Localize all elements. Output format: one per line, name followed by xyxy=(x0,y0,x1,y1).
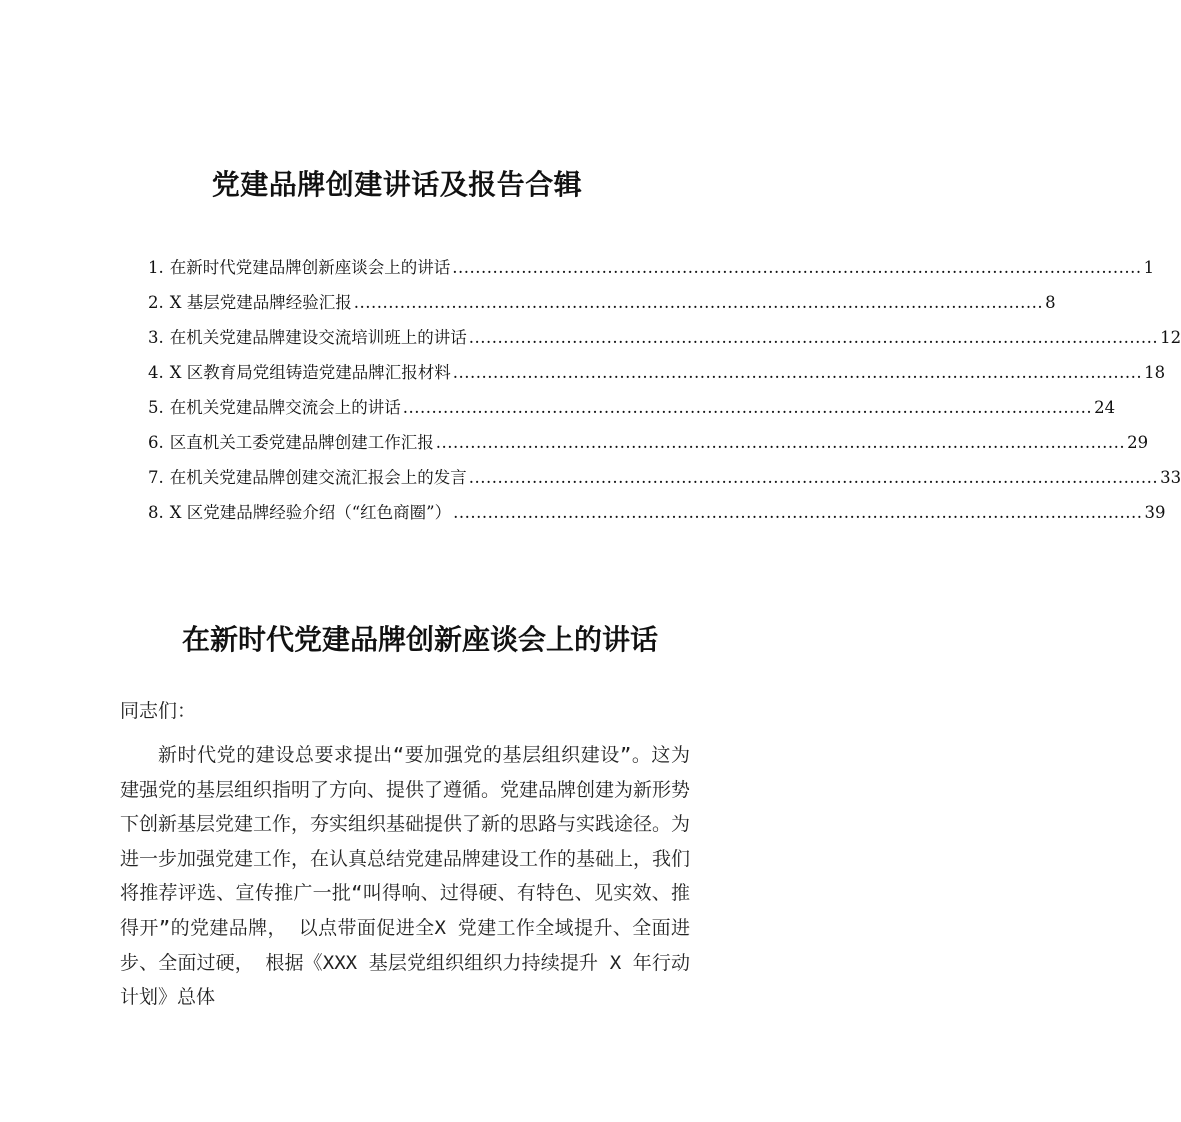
toc-entry[interactable] xyxy=(148,429,1149,464)
toc-entry-label: X 基层党建品牌经验汇报 xyxy=(169,293,352,312)
toc-entry-number: 2. xyxy=(148,293,164,312)
toc-entry-label: X 区教育局党组铸造党建品牌汇报材料 xyxy=(169,363,451,382)
toc-leader-dots: ........................................................................................................................ xyxy=(468,468,1159,487)
toc-entry-page: 1 xyxy=(1143,258,1155,277)
document-title: 党建品牌创建讲话及报告合辑 xyxy=(211,168,583,201)
toc-entry[interactable] xyxy=(148,359,1166,394)
toc-leader-dots: ........................................................................................................................ xyxy=(452,363,1143,382)
toc-entry[interactable] xyxy=(148,394,1116,429)
toc-entry-number: 3. xyxy=(148,328,164,347)
toc-entry-number: 8. xyxy=(148,503,164,522)
toc-entry-number: 5. xyxy=(148,398,164,417)
toc-entry-page: 18 xyxy=(1144,363,1166,382)
toc-entry-number: 4. xyxy=(148,363,164,382)
toc-leader-dots: ........................................................................................................................ xyxy=(402,398,1093,417)
toc-entry-page: 29 xyxy=(1127,433,1149,452)
body-paragraph: 新时代党的建设总要求提出“要加强党的基层组织建设”。这为建强党的基层组织指明了方向、提供了遵循。党建品牌创建为新形势下创新基层党建工作，夯实组织基础提供了新的思路与实践途径。为进一步加强党建工作，在认真总结党建品牌建设工作的基础上，我们将推荐评选、宣传推广一批“叫得响、过得硬、有特色、见实效、推得开”的党建品牌， 以点带面促进全X 党建工作全域提升、全面进步、全面过硬， 根据《XXX 基层党组织组织力持续提升 X 年行动计划》总体 xyxy=(120,744,691,1009)
toc-leader-dots: ........................................................................................................................ xyxy=(435,433,1126,452)
toc-entry-label: 在机关党建品牌交流会上的讲话 xyxy=(169,398,401,417)
toc-entry-page: 8 xyxy=(1045,293,1056,312)
toc-entry-page: 33 xyxy=(1160,468,1181,487)
toc-entry-label: 在机关党建品牌建设交流培训班上的讲话 xyxy=(169,328,467,347)
toc-entry-page: 12 xyxy=(1160,328,1181,347)
toc-leader-dots: ........................................................................................................................ xyxy=(353,293,1044,312)
toc-entry-number: 1. xyxy=(148,258,164,277)
toc-leader-dots: ........................................................................................................................ xyxy=(453,503,1143,522)
salutation: 同志们： xyxy=(120,700,197,722)
toc-entry-number: 6. xyxy=(148,433,164,452)
toc-entry[interactable] xyxy=(148,254,1155,289)
toc-entry-label: X 区党建品牌经验介绍（“红色商圈”） xyxy=(169,503,452,522)
toc-leader-dots: ........................................................................................................................ xyxy=(452,258,1142,277)
toc-entry-label: 在机关党建品牌创建交流汇报会上的发言 xyxy=(169,468,467,487)
toc-entry[interactable] xyxy=(148,464,1181,499)
toc-entry-page: 39 xyxy=(1144,503,1166,522)
toc-leader-dots: ........................................................................................................................ xyxy=(468,328,1159,347)
toc-entry[interactable] xyxy=(148,289,1056,324)
toc-entry-page: 24 xyxy=(1094,398,1116,417)
speech-title: 在新时代党建品牌创新座谈会上的讲话 xyxy=(181,623,658,656)
toc-entry-label: 在新时代党建品牌创新座谈会上的讲话 xyxy=(169,258,451,277)
toc-entry[interactable] xyxy=(148,499,1166,534)
toc-entry-label: 区直机关工委党建品牌创建工作汇报 xyxy=(169,433,434,452)
toc-entry-number: 7. xyxy=(148,468,164,487)
table-of-contents xyxy=(148,254,1181,534)
toc-entry[interactable] xyxy=(148,324,1181,359)
